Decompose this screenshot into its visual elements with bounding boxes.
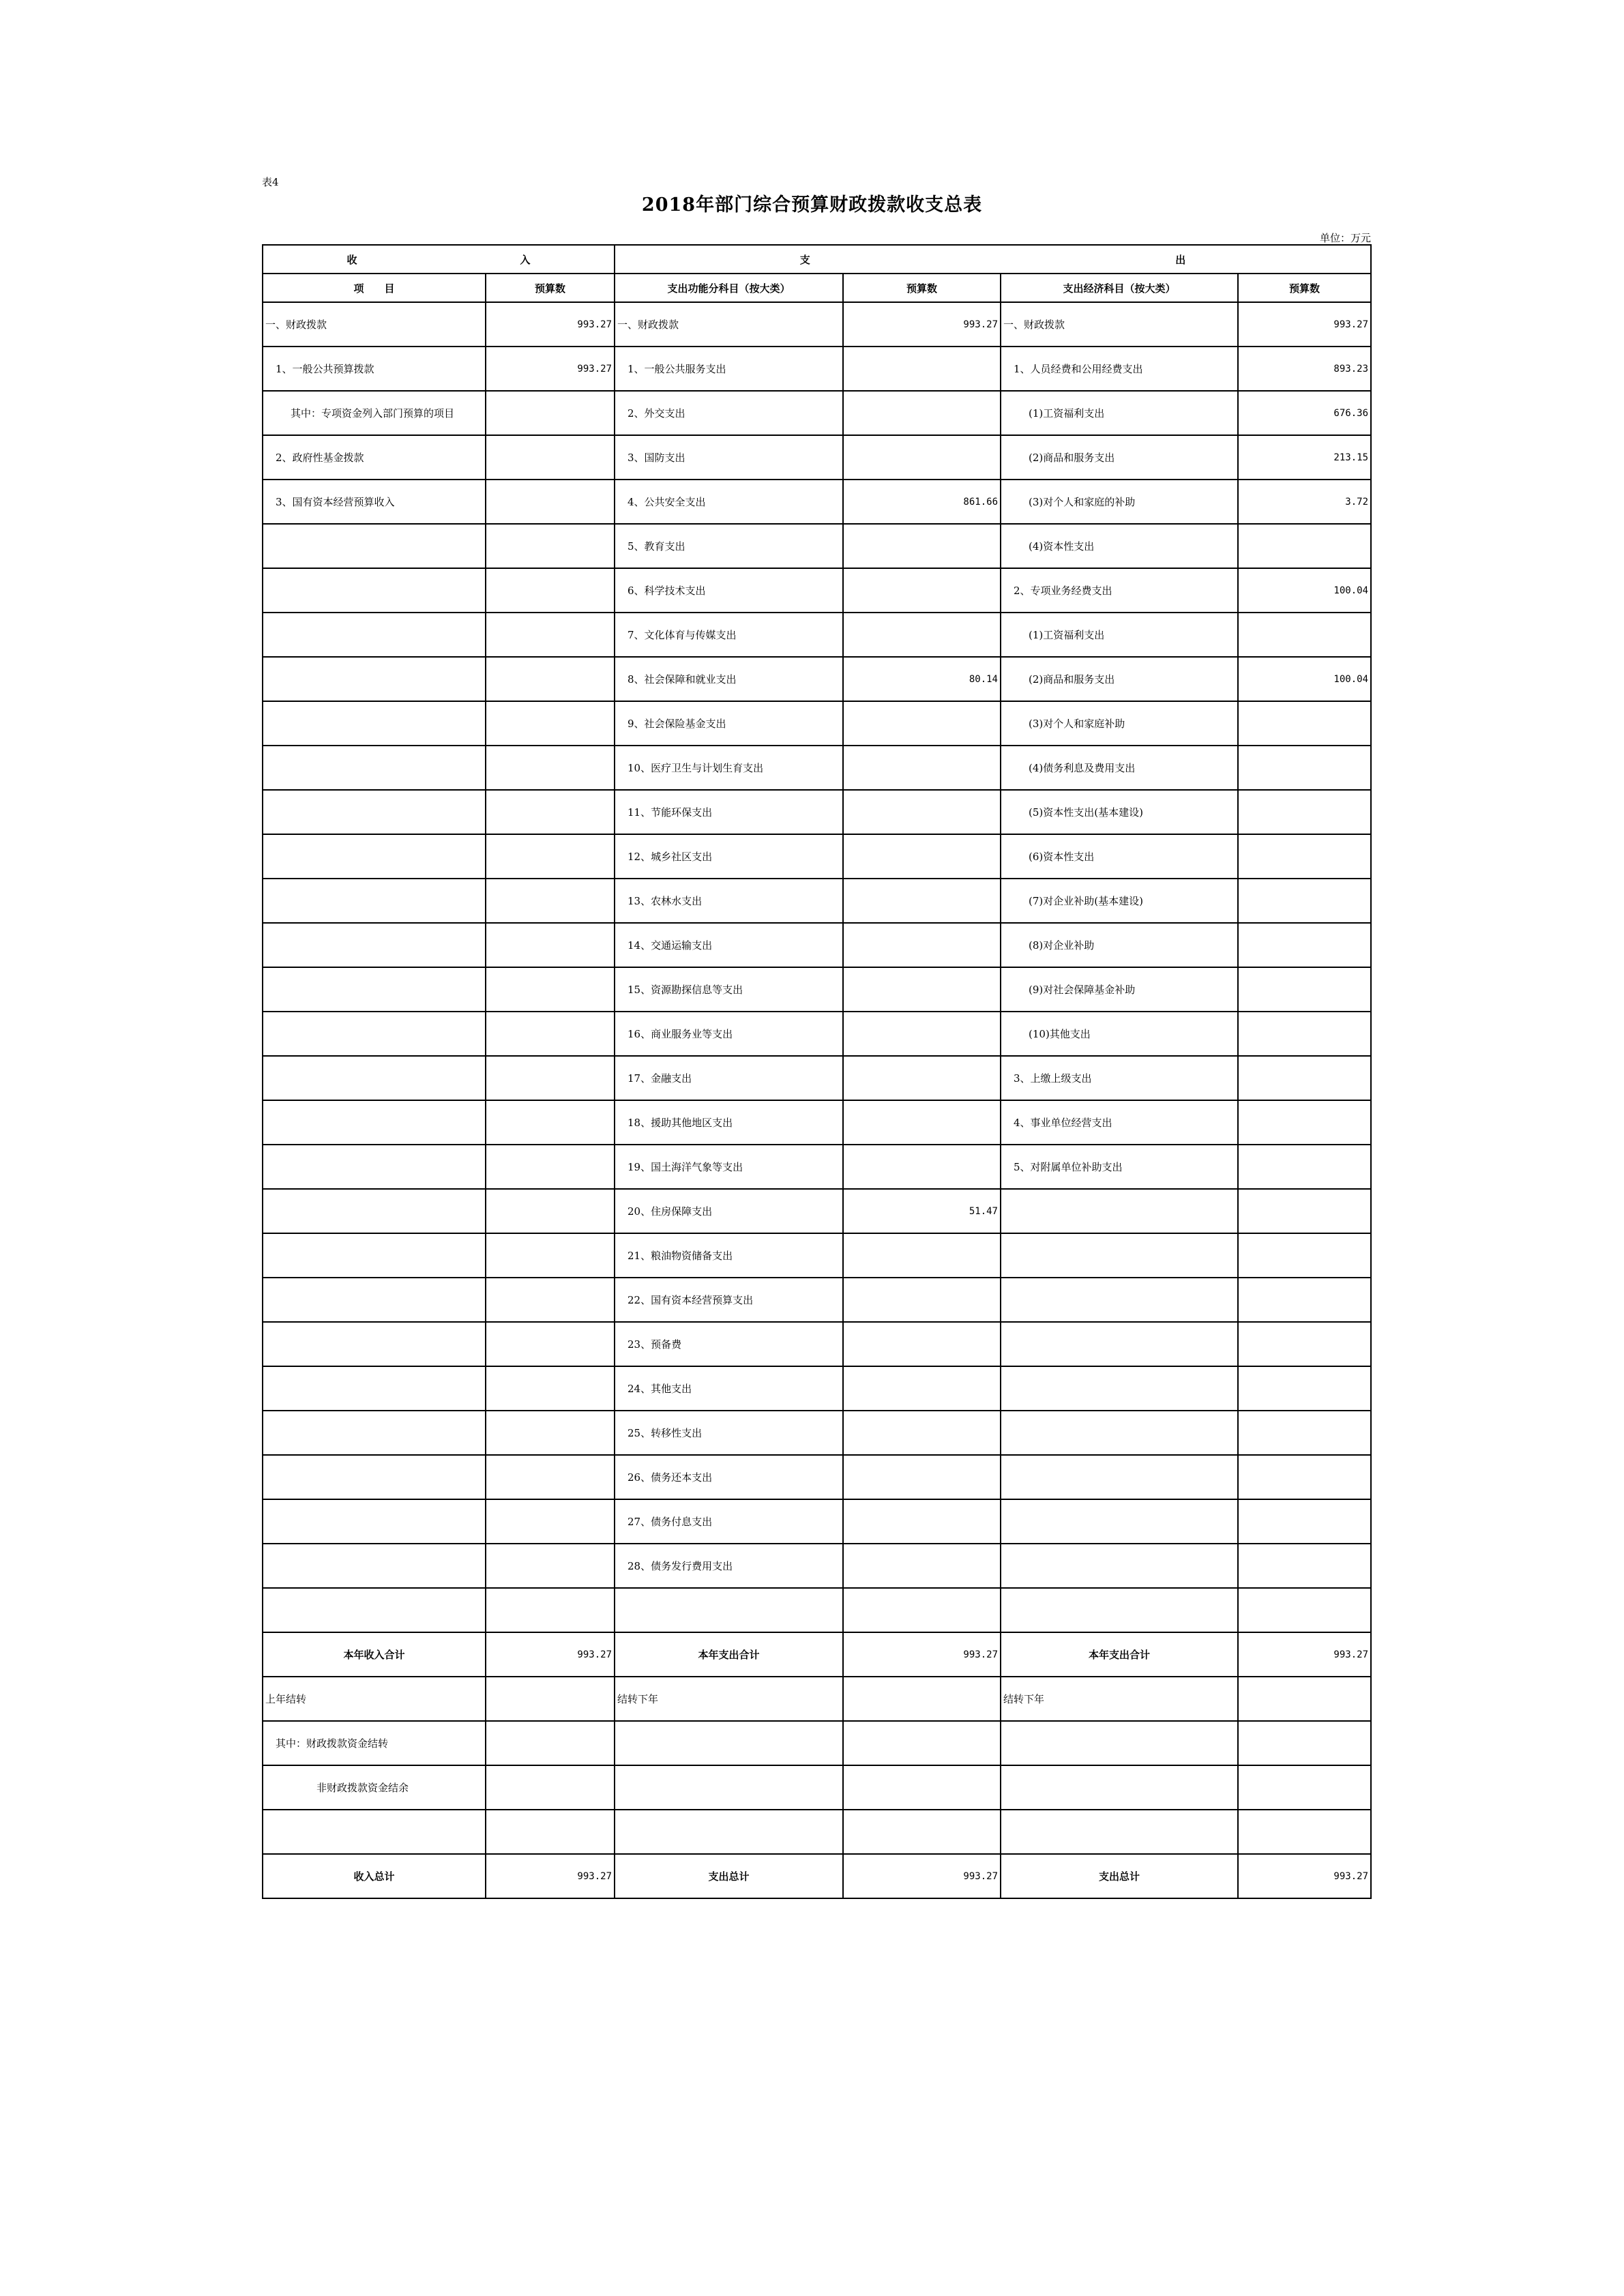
income-item-cell	[263, 1499, 486, 1544]
table-row	[263, 1499, 1371, 1544]
carry-functional-cell	[615, 1721, 843, 1765]
functional-item-cell: 13、农林水支出	[615, 879, 843, 923]
carry-row	[263, 1810, 1371, 1854]
table-row	[263, 1100, 1371, 1145]
economic-year-total-label: 本年支出合计	[1001, 1632, 1238, 1677]
functional-item-cell: 17、金融支出	[615, 1056, 843, 1100]
economic-budget-cell	[1238, 1322, 1371, 1366]
income-item-cell	[263, 1544, 486, 1588]
table-row	[263, 879, 1371, 923]
income-item-cell	[263, 1278, 486, 1322]
income-budget-cell	[486, 1012, 615, 1056]
income-budget-cell	[486, 391, 615, 435]
table-row	[263, 1056, 1371, 1100]
economic-item-cell: (2)商品和服务支出	[1001, 657, 1238, 701]
income-item-cell	[263, 657, 486, 701]
income-year-total-value: 993.27	[486, 1632, 615, 1677]
functional-item-cell: 6、科学技术支出	[615, 568, 843, 613]
carry-economic-value	[1238, 1677, 1371, 1721]
income-item-cell	[263, 1056, 486, 1100]
income-budget-cell	[486, 923, 615, 967]
economic-item-cell	[1001, 1322, 1238, 1366]
table-row	[263, 967, 1371, 1012]
income-grand-total-label: 收入总计	[263, 1854, 486, 1898]
economic-budget-cell: 993.27	[1238, 302, 1371, 347]
functional-budget-cell	[843, 347, 1001, 391]
page-title: 2018年部门综合预算财政拨款收支总表	[641, 194, 983, 216]
table-row	[263, 1278, 1371, 1322]
economic-item-cell	[1001, 1455, 1238, 1499]
income-budget-cell	[486, 967, 615, 1012]
economic-grand-total-label: 支出总计	[1001, 1854, 1238, 1898]
table-row	[263, 834, 1371, 879]
income-budget-cell	[486, 1588, 615, 1632]
income-item-cell	[263, 1233, 486, 1278]
economic-item-cell: 一、财政拨款	[1001, 302, 1238, 347]
functional-budget-cell	[843, 1278, 1001, 1322]
income-budget-cell	[486, 1366, 615, 1411]
carry-row	[263, 1677, 1371, 1721]
functional-budget-cell	[843, 524, 1001, 568]
income-budget-cell	[486, 790, 615, 834]
economic-item-cell: (3)对个人和家庭补助	[1001, 701, 1238, 746]
income-budget-cell	[486, 480, 615, 524]
carry-functional-value	[843, 1810, 1001, 1854]
income-item-cell	[263, 879, 486, 923]
carry-functional-value	[843, 1721, 1001, 1765]
functional-budget-cell	[843, 568, 1001, 613]
carry-economic-value	[1238, 1765, 1371, 1810]
carry-economic-cell: 结转下年	[1001, 1677, 1238, 1721]
income-item-cell: 一、财政拨款	[263, 302, 486, 347]
income-header-char-1: 收	[346, 253, 357, 266]
economic-budget-cell	[1238, 1366, 1371, 1411]
table-row	[263, 790, 1371, 834]
income-budget-cell	[486, 1100, 615, 1145]
functional-item-cell: 8、社会保障和就业支出	[615, 657, 843, 701]
economic-budget-cell	[1238, 1145, 1371, 1189]
economic-item-cell: (9)对社会保障基金补助	[1001, 967, 1238, 1012]
table-row	[263, 1544, 1371, 1588]
income-item-cell	[263, 613, 486, 657]
income-budget-cell	[486, 1189, 615, 1233]
functional-budget-cell	[843, 1100, 1001, 1145]
functional-item-cell: 7、文化体育与传媒支出	[615, 613, 843, 657]
income-item-cell	[263, 1145, 486, 1189]
functional-item-cell: 23、预备费	[615, 1322, 843, 1366]
functional-item-cell: 一、财政拨款	[615, 302, 843, 347]
functional-budget-cell	[843, 746, 1001, 790]
income-budget-cell	[486, 834, 615, 879]
carry-income-cell: 非财政拨款资金结余	[263, 1765, 486, 1810]
carry-functional-cell: 结转下年	[615, 1677, 843, 1721]
income-budget-cell	[486, 1056, 615, 1100]
economic-item-cell	[1001, 1499, 1238, 1544]
income-item-cell	[263, 967, 486, 1012]
economic-item-cell: (4)资本性支出	[1001, 524, 1238, 568]
carry-income-value	[486, 1765, 615, 1810]
functional-item-cell: 12、城乡社区支出	[615, 834, 843, 879]
economic-budget-cell: 213.15	[1238, 435, 1371, 480]
functional-budget-cell	[843, 1499, 1001, 1544]
income-item-cell	[263, 701, 486, 746]
income-budget-cell	[486, 524, 615, 568]
economic-item-cell: 3、上缴上级支出	[1001, 1056, 1238, 1100]
economic-budget-cell	[1238, 524, 1371, 568]
table-row	[263, 701, 1371, 746]
functional-budget-cell	[843, 790, 1001, 834]
income-item-cell: 其中：专项资金列入部门预算的项目	[263, 391, 486, 435]
col-header-economic: 支出经济科目（按大类）	[1001, 274, 1238, 302]
economic-budget-cell	[1238, 701, 1371, 746]
economic-item-cell: 2、专项业务经费支出	[1001, 568, 1238, 613]
table-row	[263, 302, 1371, 347]
income-item-cell	[263, 524, 486, 568]
economic-budget-cell: 893.23	[1238, 347, 1371, 391]
table-row	[263, 435, 1371, 480]
functional-budget-cell	[843, 1455, 1001, 1499]
functional-budget-cell	[843, 435, 1001, 480]
income-item-cell	[263, 1366, 486, 1411]
income-budget-cell	[486, 1322, 615, 1366]
income-budget-cell	[486, 1411, 615, 1455]
income-budget-cell	[486, 1233, 615, 1278]
functional-budget-cell: 861.66	[843, 480, 1001, 524]
income-budget-cell	[486, 746, 615, 790]
functional-item-cell: 25、转移性支出	[615, 1411, 843, 1455]
table-row	[263, 391, 1371, 435]
functional-item-cell: 1、一般公共服务支出	[615, 347, 843, 391]
functional-item-cell: 24、其他支出	[615, 1366, 843, 1411]
income-item-cell: 2、政府性基金拨款	[263, 435, 486, 480]
table-row	[263, 524, 1371, 568]
functional-item-cell: 20、住房保障支出	[615, 1189, 843, 1233]
economic-budget-cell	[1238, 1499, 1371, 1544]
expense-header-char-1: 支	[799, 253, 810, 266]
economic-item-cell	[1001, 1411, 1238, 1455]
economic-item-cell: (8)对企业补助	[1001, 923, 1238, 967]
col-header-budget-functional: 预算数	[843, 274, 1001, 302]
functional-budget-cell: 51.47	[843, 1189, 1001, 1233]
income-budget-cell	[486, 435, 615, 480]
economic-item-cell	[1001, 1588, 1238, 1632]
functional-item-cell: 16、商业服务业等支出	[615, 1012, 843, 1056]
carry-income-value	[486, 1677, 615, 1721]
income-section-header	[263, 245, 615, 274]
carry-income-value	[486, 1810, 615, 1854]
functional-item-cell: 11、节能环保支出	[615, 790, 843, 834]
table-row	[263, 480, 1371, 524]
carry-functional-value	[843, 1765, 1001, 1810]
carry-economic-cell	[1001, 1765, 1238, 1810]
economic-item-cell	[1001, 1233, 1238, 1278]
economic-budget-cell	[1238, 1012, 1371, 1056]
functional-budget-cell	[843, 1588, 1001, 1632]
table-row	[263, 1588, 1371, 1632]
functional-item-cell: 28、债务发行费用支出	[615, 1544, 843, 1588]
economic-budget-cell: 100.04	[1238, 657, 1371, 701]
col-header-budget-economic: 预算数	[1238, 274, 1371, 302]
functional-budget-cell	[843, 1411, 1001, 1455]
functional-grand-total-label: 支出总计	[615, 1854, 843, 1898]
unit-label: 单位：万元	[1319, 232, 1371, 244]
economic-budget-cell: 100.04	[1238, 568, 1371, 613]
year-total-row	[263, 1632, 1371, 1677]
income-budget-cell	[486, 701, 615, 746]
table-row	[263, 1366, 1371, 1411]
functional-budget-cell	[843, 1322, 1001, 1366]
functional-budget-cell	[843, 1012, 1001, 1056]
functional-budget-cell	[843, 391, 1001, 435]
budget-table	[262, 244, 1372, 1899]
income-budget-cell: 993.27	[486, 302, 615, 347]
income-item-cell	[263, 1322, 486, 1366]
col-header-budget-income: 预算数	[486, 274, 615, 302]
functional-item-cell: 27、债务付息支出	[615, 1499, 843, 1544]
economic-item-cell: (10)其他支出	[1001, 1012, 1238, 1056]
functional-budget-cell	[843, 834, 1001, 879]
economic-item-cell: 1、人员经费和公用经费支出	[1001, 347, 1238, 391]
functional-item-cell: 5、教育支出	[615, 524, 843, 568]
functional-budget-cell: 993.27	[843, 302, 1001, 347]
economic-budget-cell	[1238, 1455, 1371, 1499]
income-item-cell	[263, 1189, 486, 1233]
economic-item-cell	[1001, 1544, 1238, 1588]
economic-budget-cell: 3.72	[1238, 480, 1371, 524]
economic-item-cell: (1)工资福利支出	[1001, 613, 1238, 657]
table-row	[263, 568, 1371, 613]
functional-year-total-label: 本年支出合计	[615, 1632, 843, 1677]
carry-income-cell	[263, 1810, 486, 1854]
table-row	[263, 347, 1371, 391]
table-row	[263, 923, 1371, 967]
economic-budget-cell	[1238, 1233, 1371, 1278]
income-item-cell	[263, 1455, 486, 1499]
economic-budget-cell	[1238, 834, 1371, 879]
column-header-row	[263, 274, 1371, 302]
income-budget-cell	[486, 1145, 615, 1189]
income-grand-total-value: 993.27	[486, 1854, 615, 1898]
carry-functional-cell	[615, 1810, 843, 1854]
carry-economic-cell	[1001, 1721, 1238, 1765]
economic-budget-cell: 676.36	[1238, 391, 1371, 435]
income-item-cell	[263, 568, 486, 613]
functional-budget-cell	[843, 1145, 1001, 1189]
section-header-row	[263, 245, 1371, 274]
table-row	[263, 746, 1371, 790]
functional-item-cell: 15、资源勘探信息等支出	[615, 967, 843, 1012]
income-budget-cell	[486, 1455, 615, 1499]
functional-grand-total-value: 993.27	[843, 1854, 1001, 1898]
economic-budget-cell	[1238, 746, 1371, 790]
economic-item-cell: (1)工资福利支出	[1001, 391, 1238, 435]
income-budget-cell	[486, 879, 615, 923]
economic-item-cell: (2)商品和服务支出	[1001, 435, 1238, 480]
income-budget-cell	[486, 1278, 615, 1322]
col-header-item: 项 目	[263, 274, 486, 302]
carry-functional-cell	[615, 1765, 843, 1810]
table-row	[263, 1455, 1371, 1499]
income-item-cell	[263, 746, 486, 790]
economic-budget-cell	[1238, 790, 1371, 834]
economic-year-total-value: 993.27	[1238, 1632, 1371, 1677]
carry-economic-cell	[1001, 1810, 1238, 1854]
carry-economic-value	[1238, 1721, 1371, 1765]
economic-item-cell: 5、对附属单位补助支出	[1001, 1145, 1238, 1189]
table-row	[263, 1233, 1371, 1278]
col-header-functional: 支出功能分科目（按大类）	[615, 274, 843, 302]
carry-income-cell: 上年结转	[263, 1677, 486, 1721]
functional-budget-cell	[843, 1233, 1001, 1278]
functional-item-cell: 3、国防支出	[615, 435, 843, 480]
income-item-cell	[263, 1100, 486, 1145]
functional-budget-cell	[843, 923, 1001, 967]
economic-budget-cell	[1238, 923, 1371, 967]
economic-item-cell: (6)资本性支出	[1001, 834, 1238, 879]
economic-budget-cell	[1238, 1588, 1371, 1632]
table-row	[263, 1012, 1371, 1056]
economic-item-cell: (4)债务利息及费用支出	[1001, 746, 1238, 790]
income-budget-cell	[486, 1499, 615, 1544]
carry-functional-value	[843, 1677, 1001, 1721]
economic-item-cell	[1001, 1366, 1238, 1411]
carry-row	[263, 1721, 1371, 1765]
carry-row	[263, 1765, 1371, 1810]
table-row	[263, 1411, 1371, 1455]
economic-budget-cell	[1238, 1278, 1371, 1322]
income-item-cell	[263, 1012, 486, 1056]
income-budget-cell	[486, 1544, 615, 1588]
table-row	[263, 1322, 1371, 1366]
functional-item-cell: 26、债务还本支出	[615, 1455, 843, 1499]
functional-item-cell: 10、医疗卫生与计划生育支出	[615, 746, 843, 790]
functional-item-cell: 14、交通运输支出	[615, 923, 843, 967]
table-row	[263, 1189, 1371, 1233]
economic-item-cell: 4、事业单位经营支出	[1001, 1100, 1238, 1145]
economic-budget-cell	[1238, 967, 1371, 1012]
income-item-cell: 1、一般公共预算拨款	[263, 347, 486, 391]
carry-income-cell: 其中：财政拨款资金结转	[263, 1721, 486, 1765]
functional-item-cell: 21、粮油物资储备支出	[615, 1233, 843, 1278]
functional-budget-cell	[843, 1544, 1001, 1588]
income-item-cell	[263, 1411, 486, 1455]
economic-budget-cell	[1238, 1189, 1371, 1233]
income-budget-cell	[486, 568, 615, 613]
income-item-cell	[263, 834, 486, 879]
carry-income-value	[486, 1721, 615, 1765]
expense-section-header	[615, 245, 1371, 274]
income-item-cell: 3、国有资本经营预算收入	[263, 480, 486, 524]
table-row	[263, 613, 1371, 657]
income-header-char-2: 入	[520, 253, 531, 266]
income-budget-cell: 993.27	[486, 347, 615, 391]
table-number: 表4	[262, 176, 279, 188]
table-row	[263, 1145, 1371, 1189]
economic-grand-total-value: 993.27	[1238, 1854, 1371, 1898]
functional-item-cell	[615, 1588, 843, 1632]
functional-year-total-value: 993.27	[843, 1632, 1001, 1677]
economic-budget-cell	[1238, 1100, 1371, 1145]
income-budget-cell	[486, 613, 615, 657]
functional-item-cell: 4、公共安全支出	[615, 480, 843, 524]
income-budget-cell	[486, 657, 615, 701]
economic-budget-cell	[1238, 613, 1371, 657]
functional-item-cell: 18、援助其他地区支出	[615, 1100, 843, 1145]
economic-item-cell: (3)对个人和家庭的补助	[1001, 480, 1238, 524]
functional-item-cell: 9、社会保险基金支出	[615, 701, 843, 746]
functional-item-cell: 2、外交支出	[615, 391, 843, 435]
functional-item-cell: 19、国土海洋气象等支出	[615, 1145, 843, 1189]
functional-budget-cell	[843, 1056, 1001, 1100]
economic-budget-cell	[1238, 1056, 1371, 1100]
income-year-total-label: 本年收入合计	[263, 1632, 486, 1677]
functional-budget-cell	[843, 967, 1001, 1012]
economic-budget-cell	[1238, 879, 1371, 923]
grand-total-row	[263, 1854, 1371, 1898]
economic-item-cell	[1001, 1189, 1238, 1233]
income-item-cell	[263, 1588, 486, 1632]
functional-budget-cell	[843, 1366, 1001, 1411]
economic-item-cell: (7)对企业补助(基本建设)	[1001, 879, 1238, 923]
budget-table-body	[263, 245, 1371, 1898]
economic-budget-cell	[1238, 1544, 1371, 1588]
economic-item-cell: (5)资本性支出(基本建设)	[1001, 790, 1238, 834]
functional-item-cell: 22、国有资本经营预算支出	[615, 1278, 843, 1322]
functional-budget-cell: 80.14	[843, 657, 1001, 701]
economic-budget-cell	[1238, 1411, 1371, 1455]
income-item-cell	[263, 923, 486, 967]
functional-budget-cell	[843, 613, 1001, 657]
expense-header-char-2: 出	[1175, 253, 1186, 266]
carry-economic-value	[1238, 1810, 1371, 1854]
economic-item-cell	[1001, 1278, 1238, 1322]
income-item-cell	[263, 790, 486, 834]
table-row	[263, 657, 1371, 701]
functional-budget-cell	[843, 701, 1001, 746]
functional-budget-cell	[843, 879, 1001, 923]
